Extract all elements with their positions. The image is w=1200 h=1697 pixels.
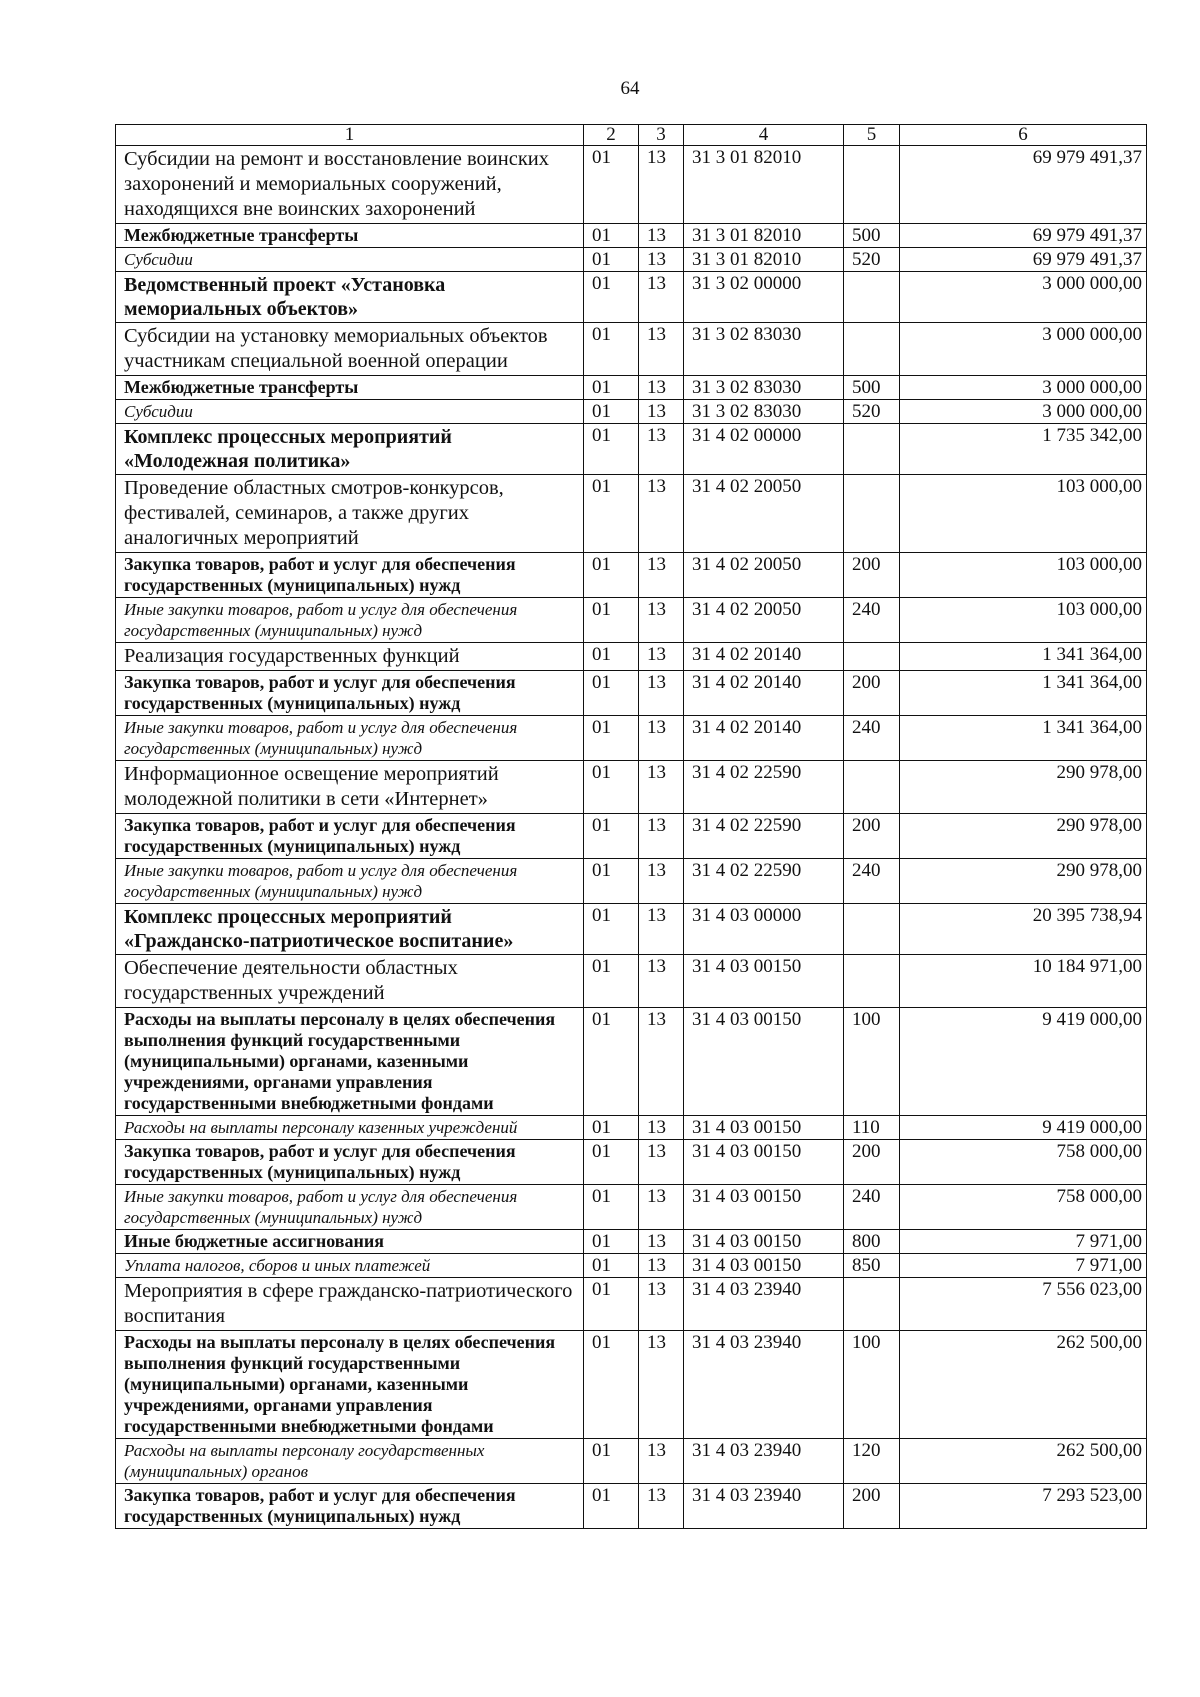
row-name: Закупка товаров, работ и услуг для обеспечения государственных (муниципальных) нужд bbox=[116, 1484, 584, 1529]
row-target-article: 31 4 02 22590 bbox=[684, 814, 844, 859]
row-amount: 758 000,00 bbox=[900, 1140, 1147, 1185]
table-row bbox=[116, 376, 1147, 400]
row-expense-type: 110 bbox=[844, 1116, 900, 1140]
row-target-article: 31 4 02 20050 bbox=[684, 598, 844, 643]
table-row bbox=[116, 1140, 1147, 1185]
row-expense-type: 240 bbox=[844, 716, 900, 761]
table-header-row bbox=[116, 125, 1147, 146]
row-target-article: 31 4 03 00150 bbox=[684, 955, 844, 1008]
row-target-article: 31 4 02 22590 bbox=[684, 761, 844, 814]
row-name: Обеспечение деятельности областных государственных учреждений bbox=[116, 955, 584, 1008]
row-amount: 20 395 738,94 bbox=[900, 904, 1147, 955]
table-row bbox=[116, 955, 1147, 1008]
row-subsection-code: 13 bbox=[639, 761, 684, 814]
row-subsection-code: 13 bbox=[639, 376, 684, 400]
row-expense-type: 850 bbox=[844, 1254, 900, 1278]
row-subsection-code: 13 bbox=[639, 400, 684, 424]
row-section-code: 01 bbox=[584, 1484, 639, 1529]
row-subsection-code: 13 bbox=[639, 1439, 684, 1484]
row-name: Закупка товаров, работ и услуг для обеспечения государственных (муниципальных) нужд bbox=[116, 814, 584, 859]
row-section-code: 01 bbox=[584, 272, 639, 323]
row-expense-type bbox=[844, 475, 900, 553]
row-name: Комплекс процессных мероприятий «Гражданско-патриотическое воспитание» bbox=[116, 904, 584, 955]
row-section-code: 01 bbox=[584, 376, 639, 400]
row-subsection-code: 13 bbox=[639, 1331, 684, 1439]
row-section-code: 01 bbox=[584, 1439, 639, 1484]
row-target-article: 31 4 03 23940 bbox=[684, 1484, 844, 1529]
row-amount: 7 293 523,00 bbox=[900, 1484, 1147, 1529]
row-amount: 10 184 971,00 bbox=[900, 955, 1147, 1008]
row-name: Субсидии на установку мемориальных объектов участникам специальной военной операции bbox=[116, 323, 584, 376]
row-target-article: 31 4 03 00150 bbox=[684, 1230, 844, 1254]
row-section-code: 01 bbox=[584, 814, 639, 859]
table-row bbox=[116, 1484, 1147, 1529]
row-name: Расходы на выплаты персоналу в целях обеспечения выполнения функций государственными (муниципальными) органами, казенными учреждениями, органами управления государственными внебюджетными фондами bbox=[116, 1331, 584, 1439]
row-name: Расходы на выплаты персоналу в целях обеспечения выполнения функций государственными (муниципальными) органами, казенными учреждениями, органами управления государственными внебюджетными фондами bbox=[116, 1008, 584, 1116]
row-amount: 9 419 000,00 bbox=[900, 1008, 1147, 1116]
row-amount: 1 341 364,00 bbox=[900, 643, 1147, 671]
row-subsection-code: 13 bbox=[639, 272, 684, 323]
row-target-article: 31 4 03 23940 bbox=[684, 1331, 844, 1439]
row-expense-type bbox=[844, 424, 900, 475]
row-target-article: 31 4 02 20140 bbox=[684, 671, 844, 716]
table-row bbox=[116, 643, 1147, 671]
row-name: Расходы на выплаты персоналу казенных учреждений bbox=[116, 1116, 584, 1140]
row-target-article: 31 4 02 00000 bbox=[684, 424, 844, 475]
row-name: Проведение областных смотров-конкурсов, фестивалей, семинаров, а также других аналогичных мероприятий bbox=[116, 475, 584, 553]
row-amount: 69 979 491,37 bbox=[900, 224, 1147, 248]
row-amount: 69 979 491,37 bbox=[900, 248, 1147, 272]
row-expense-type: 240 bbox=[844, 598, 900, 643]
row-expense-type bbox=[844, 643, 900, 671]
table-row bbox=[116, 859, 1147, 904]
row-subsection-code: 13 bbox=[639, 859, 684, 904]
table-row bbox=[116, 1331, 1147, 1439]
row-expense-type: 100 bbox=[844, 1008, 900, 1116]
table-row bbox=[116, 1278, 1147, 1331]
row-expense-type: 200 bbox=[844, 553, 900, 598]
row-amount: 103 000,00 bbox=[900, 553, 1147, 598]
header-col-subsection: 3 bbox=[639, 125, 684, 146]
row-name: Ведомственный проект «Установка мемориальных объектов» bbox=[116, 272, 584, 323]
row-subsection-code: 13 bbox=[639, 1140, 684, 1185]
table-row bbox=[116, 248, 1147, 272]
row-amount: 262 500,00 bbox=[900, 1439, 1147, 1484]
table-row bbox=[116, 1230, 1147, 1254]
table-row bbox=[116, 146, 1147, 224]
row-expense-type: 800 bbox=[844, 1230, 900, 1254]
row-name: Субсидии bbox=[116, 248, 584, 272]
row-section-code: 01 bbox=[584, 323, 639, 376]
row-target-article: 31 4 03 00000 bbox=[684, 904, 844, 955]
row-subsection-code: 13 bbox=[639, 1278, 684, 1331]
table-row bbox=[116, 475, 1147, 553]
row-expense-type bbox=[844, 323, 900, 376]
row-subsection-code: 13 bbox=[639, 224, 684, 248]
row-section-code: 01 bbox=[584, 224, 639, 248]
row-amount: 1 341 364,00 bbox=[900, 671, 1147, 716]
row-amount: 290 978,00 bbox=[900, 859, 1147, 904]
row-amount: 290 978,00 bbox=[900, 814, 1147, 859]
row-expense-type bbox=[844, 146, 900, 224]
row-name: Иные закупки товаров, работ и услуг для обеспечения государственных (муниципальных) нужд bbox=[116, 598, 584, 643]
row-subsection-code: 13 bbox=[639, 424, 684, 475]
row-target-article: 31 3 02 83030 bbox=[684, 376, 844, 400]
row-section-code: 01 bbox=[584, 955, 639, 1008]
row-target-article: 31 4 03 23940 bbox=[684, 1439, 844, 1484]
row-amount: 1 341 364,00 bbox=[900, 716, 1147, 761]
row-name: Информационное освещение мероприятий молодежной политики в сети «Интернет» bbox=[116, 761, 584, 814]
row-name: Закупка товаров, работ и услуг для обеспечения государственных (муниципальных) нужд bbox=[116, 671, 584, 716]
row-amount: 7 556 023,00 bbox=[900, 1278, 1147, 1331]
row-amount: 7 971,00 bbox=[900, 1254, 1147, 1278]
row-subsection-code: 13 bbox=[639, 248, 684, 272]
row-name: Иные закупки товаров, работ и услуг для обеспечения государственных (муниципальных) нужд bbox=[116, 716, 584, 761]
table-row bbox=[116, 814, 1147, 859]
row-target-article: 31 4 03 00150 bbox=[684, 1008, 844, 1116]
row-section-code: 01 bbox=[584, 904, 639, 955]
row-target-article: 31 4 02 20050 bbox=[684, 553, 844, 598]
row-name: Иные закупки товаров, работ и услуг для обеспечения государственных (муниципальных) нужд bbox=[116, 1185, 584, 1230]
row-target-article: 31 3 02 00000 bbox=[684, 272, 844, 323]
row-amount: 758 000,00 bbox=[900, 1185, 1147, 1230]
row-name: Субсидии bbox=[116, 400, 584, 424]
row-name: Иные закупки товаров, работ и услуг для обеспечения государственных (муниципальных) нужд bbox=[116, 859, 584, 904]
row-target-article: 31 4 02 22590 bbox=[684, 859, 844, 904]
table-row bbox=[116, 553, 1147, 598]
table-row bbox=[116, 716, 1147, 761]
row-expense-type: 520 bbox=[844, 248, 900, 272]
row-subsection-code: 13 bbox=[639, 1254, 684, 1278]
row-expense-type bbox=[844, 761, 900, 814]
row-target-article: 31 3 01 82010 bbox=[684, 248, 844, 272]
row-section-code: 01 bbox=[584, 598, 639, 643]
row-amount: 7 971,00 bbox=[900, 1230, 1147, 1254]
row-subsection-code: 13 bbox=[639, 716, 684, 761]
table-row bbox=[116, 424, 1147, 475]
row-section-code: 01 bbox=[584, 400, 639, 424]
row-name: Закупка товаров, работ и услуг для обеспечения государственных (муниципальных) нужд bbox=[116, 553, 584, 598]
row-name: Уплата налогов, сборов и иных платежей bbox=[116, 1254, 584, 1278]
row-amount: 3 000 000,00 bbox=[900, 323, 1147, 376]
row-target-article: 31 4 03 23940 bbox=[684, 1278, 844, 1331]
table-row bbox=[116, 904, 1147, 955]
row-subsection-code: 13 bbox=[639, 475, 684, 553]
row-target-article: 31 3 02 83030 bbox=[684, 323, 844, 376]
row-target-article: 31 4 02 20140 bbox=[684, 643, 844, 671]
row-subsection-code: 13 bbox=[639, 146, 684, 224]
row-expense-type bbox=[844, 272, 900, 323]
header-col-amount: 6 bbox=[900, 125, 1147, 146]
table-row bbox=[116, 598, 1147, 643]
row-section-code: 01 bbox=[584, 671, 639, 716]
table-row bbox=[116, 272, 1147, 323]
row-section-code: 01 bbox=[584, 1230, 639, 1254]
row-expense-type: 240 bbox=[844, 1185, 900, 1230]
row-expense-type: 240 bbox=[844, 859, 900, 904]
header-col-expense-type: 5 bbox=[844, 125, 900, 146]
row-amount: 103 000,00 bbox=[900, 475, 1147, 553]
table-row bbox=[116, 1254, 1147, 1278]
row-amount: 3 000 000,00 bbox=[900, 272, 1147, 323]
row-section-code: 01 bbox=[584, 553, 639, 598]
row-section-code: 01 bbox=[584, 146, 639, 224]
row-target-article: 31 4 03 00150 bbox=[684, 1116, 844, 1140]
row-amount: 3 000 000,00 bbox=[900, 400, 1147, 424]
row-name: Иные бюджетные ассигнования bbox=[116, 1230, 584, 1254]
row-amount: 103 000,00 bbox=[900, 598, 1147, 643]
row-subsection-code: 13 bbox=[639, 671, 684, 716]
row-amount: 9 419 000,00 bbox=[900, 1116, 1147, 1140]
page-number: 64 bbox=[620, 78, 640, 99]
row-expense-type: 100 bbox=[844, 1331, 900, 1439]
table-row bbox=[116, 224, 1147, 248]
table-row bbox=[116, 1008, 1147, 1116]
row-target-article: 31 4 03 00150 bbox=[684, 1254, 844, 1278]
header-col-target-article: 4 bbox=[684, 125, 844, 146]
row-name: Комплекс процессных мероприятий «Молодежная политика» bbox=[116, 424, 584, 475]
row-section-code: 01 bbox=[584, 475, 639, 553]
row-section-code: 01 bbox=[584, 643, 639, 671]
row-target-article: 31 3 01 82010 bbox=[684, 224, 844, 248]
row-section-code: 01 bbox=[584, 1254, 639, 1278]
row-target-article: 31 4 03 00150 bbox=[684, 1185, 844, 1230]
row-subsection-code: 13 bbox=[639, 904, 684, 955]
row-amount: 3 000 000,00 bbox=[900, 376, 1147, 400]
row-section-code: 01 bbox=[584, 248, 639, 272]
row-section-code: 01 bbox=[584, 1140, 639, 1185]
row-name: Мероприятия в сфере гражданско-патриотического воспитания bbox=[116, 1278, 584, 1331]
row-section-code: 01 bbox=[584, 716, 639, 761]
row-expense-type: 500 bbox=[844, 376, 900, 400]
budget-table bbox=[115, 124, 1147, 1529]
table-row bbox=[116, 671, 1147, 716]
row-name: Закупка товаров, работ и услуг для обеспечения государственных (муниципальных) нужд bbox=[116, 1140, 584, 1185]
row-target-article: 31 4 03 00150 bbox=[684, 1140, 844, 1185]
row-subsection-code: 13 bbox=[639, 1116, 684, 1140]
row-expense-type: 200 bbox=[844, 1140, 900, 1185]
row-amount: 262 500,00 bbox=[900, 1331, 1147, 1439]
row-amount: 290 978,00 bbox=[900, 761, 1147, 814]
row-section-code: 01 bbox=[584, 1331, 639, 1439]
row-name: Межбюджетные трансферты bbox=[116, 376, 584, 400]
row-subsection-code: 13 bbox=[639, 643, 684, 671]
row-expense-type: 520 bbox=[844, 400, 900, 424]
row-name: Субсидии на ремонт и восстановление воинских захоронений и мемориальных сооружений, находящихся вне воинских захоронений bbox=[116, 146, 584, 224]
row-section-code: 01 bbox=[584, 859, 639, 904]
table-row bbox=[116, 1185, 1147, 1230]
row-expense-type bbox=[844, 904, 900, 955]
row-name: Межбюджетные трансферты bbox=[116, 224, 584, 248]
row-subsection-code: 13 bbox=[639, 553, 684, 598]
row-expense-type: 200 bbox=[844, 1484, 900, 1529]
row-expense-type: 120 bbox=[844, 1439, 900, 1484]
row-subsection-code: 13 bbox=[639, 1230, 684, 1254]
row-target-article: 31 4 02 20140 bbox=[684, 716, 844, 761]
row-section-code: 01 bbox=[584, 1008, 639, 1116]
row-subsection-code: 13 bbox=[639, 1484, 684, 1529]
row-subsection-code: 13 bbox=[639, 598, 684, 643]
row-amount: 1 735 342,00 bbox=[900, 424, 1147, 475]
row-name: Реализация государственных функций bbox=[116, 643, 584, 671]
row-expense-type: 200 bbox=[844, 814, 900, 859]
table-row bbox=[116, 1439, 1147, 1484]
row-expense-type: 500 bbox=[844, 224, 900, 248]
row-section-code: 01 bbox=[584, 761, 639, 814]
row-target-article: 31 3 01 82010 bbox=[684, 146, 844, 224]
row-expense-type: 200 bbox=[844, 671, 900, 716]
row-section-code: 01 bbox=[584, 1185, 639, 1230]
row-target-article: 31 3 02 83030 bbox=[684, 400, 844, 424]
table-row bbox=[116, 400, 1147, 424]
row-subsection-code: 13 bbox=[639, 1185, 684, 1230]
row-subsection-code: 13 bbox=[639, 1008, 684, 1116]
row-subsection-code: 13 bbox=[639, 323, 684, 376]
row-name: Расходы на выплаты персоналу государственных (муниципальных) органов bbox=[116, 1439, 584, 1484]
row-expense-type bbox=[844, 955, 900, 1008]
row-section-code: 01 bbox=[584, 1278, 639, 1331]
row-amount: 69 979 491,37 bbox=[900, 146, 1147, 224]
table-row bbox=[116, 1116, 1147, 1140]
header-col-section: 2 bbox=[584, 125, 639, 146]
table-row bbox=[116, 761, 1147, 814]
row-section-code: 01 bbox=[584, 424, 639, 475]
header-col-name: 1 bbox=[116, 125, 584, 146]
row-expense-type bbox=[844, 1278, 900, 1331]
table-row bbox=[116, 323, 1147, 376]
row-subsection-code: 13 bbox=[639, 955, 684, 1008]
row-subsection-code: 13 bbox=[639, 814, 684, 859]
row-section-code: 01 bbox=[584, 1116, 639, 1140]
budget-table-body bbox=[116, 146, 1147, 1529]
row-target-article: 31 4 02 20050 bbox=[684, 475, 844, 553]
